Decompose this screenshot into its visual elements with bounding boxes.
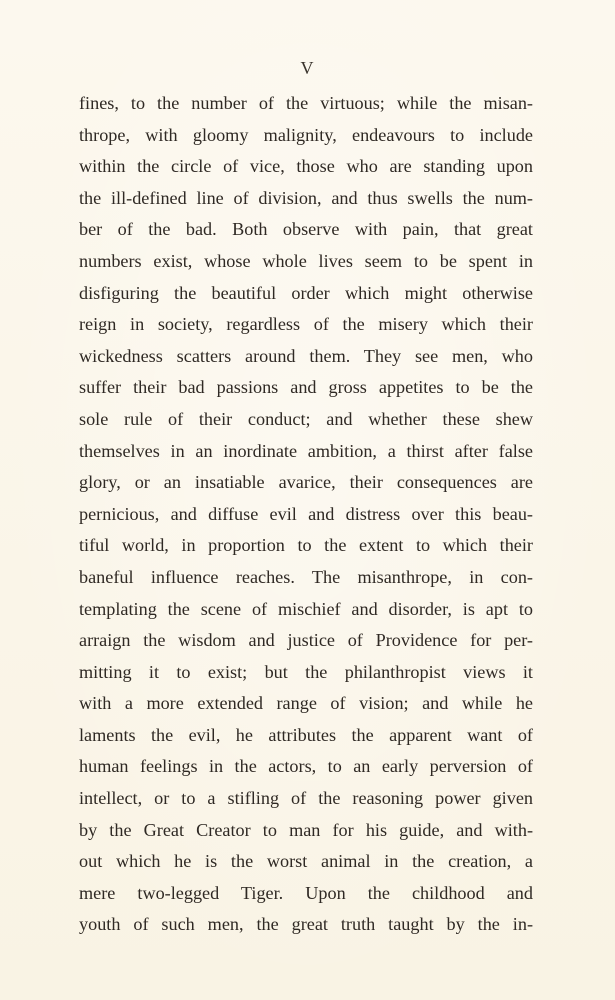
text-line: wickedness scatters around them. They see men, who — [79, 345, 533, 366]
text-line: suffer their bad passions and gross appetites to be the — [79, 377, 533, 398]
text-line: pernicious, and diffuse evil and distress over this beau- — [79, 503, 533, 524]
text-line: numbers exist, whose whole lives seem to be spent in — [79, 250, 533, 271]
text-line: fines, to the number of the virtuous; while the misan- — [79, 93, 533, 113]
text-line: thrope, with gloomy malignity, endeavours to include — [79, 124, 533, 145]
text-line: tiful world, in proportion to the extent to which their — [79, 535, 533, 556]
text-line: intellect, or to a stifling of the reasoning power given — [79, 788, 533, 809]
text-line: mitting it to exist; but the philanthropist views it — [79, 661, 533, 682]
text-line: reign in society, regardless of the misery which their — [79, 314, 533, 335]
text-line: arraign the wisdom and justice of Providence for per- — [79, 630, 533, 651]
text-line: sole rule of their conduct; and whether these shew — [79, 408, 533, 429]
text-line: out which he is the worst animal in the creation, a — [79, 851, 533, 872]
text-line: glory, or an insatiable avarice, their consequences are — [79, 472, 533, 493]
text-line: baneful influence reaches. The misanthrope, in con- — [79, 566, 533, 587]
text-line: within the circle of vice, those who are standing upon — [79, 156, 533, 177]
text-line: human feelings in the actors, to an early perversion of — [79, 756, 533, 777]
page-number: V — [300, 58, 315, 78]
text-line: templating the scene of mischief and disorder, is apt to — [79, 598, 533, 619]
text-line: ber of the bad. Both observe with pain, that great — [79, 219, 533, 240]
text-line: by the Great Creator to man for his guide, and with- — [79, 819, 533, 840]
text-line: laments the evil, he attributes the apparent want of — [79, 724, 533, 745]
text-line: with a more extended range of vision; and while he — [79, 693, 533, 714]
text-line: the ill-defined line of division, and thus swells the num- — [79, 187, 533, 208]
body-text — [79, 88, 533, 941]
text-line: youth of such men, the great truth taught by the in- — [79, 914, 533, 935]
text-line: mere two-legged Tiger. Upon the childhood and — [79, 882, 533, 903]
text-line: themselves in an inordinate ambition, a thirst after false — [79, 440, 533, 461]
text-line: disfiguring the beautiful order which might otherwise — [79, 282, 533, 303]
